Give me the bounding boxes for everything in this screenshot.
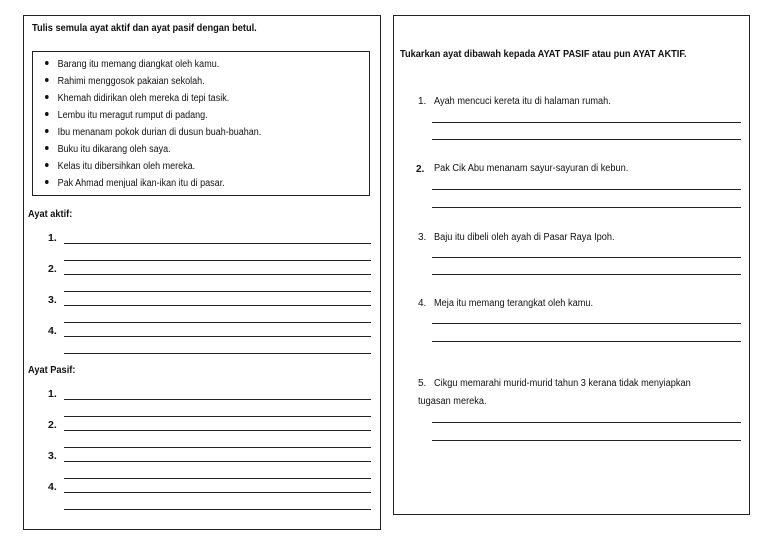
answer-line[interactable]: [64, 322, 371, 323]
sentence-box: [32, 51, 370, 196]
answer-line[interactable]: [64, 291, 371, 292]
answer-line[interactable]: [64, 461, 371, 462]
bullet-icon: [45, 78, 49, 82]
bullet-icon: [45, 95, 49, 99]
question-text-continued: tugasan mereka.: [418, 396, 487, 407]
question-number: 4.: [418, 298, 427, 309]
answer-line[interactable]: [432, 257, 741, 258]
answer-line[interactable]: [432, 323, 741, 324]
answer-line[interactable]: [64, 353, 371, 354]
answer-line[interactable]: [64, 336, 371, 337]
bullet-icon: [45, 146, 49, 150]
answer-number: 4.: [48, 481, 57, 493]
passive-section-label: Ayat Pasif:: [28, 364, 76, 376]
sentence-item: Lembu itu meragut rumput di padang.: [45, 110, 208, 121]
answer-line[interactable]: [64, 305, 371, 306]
question-text: Meja itu memang terangkat oleh kamu.: [434, 298, 594, 309]
answer-line[interactable]: [64, 399, 371, 400]
answer-line[interactable]: [432, 189, 741, 190]
answer-line[interactable]: [432, 422, 741, 423]
left-instruction: Tulis semula ayat aktif dan ayat pasif dengan betul.: [32, 22, 257, 34]
answer-line[interactable]: [64, 243, 371, 244]
question-number: 2.: [416, 164, 425, 175]
question-text: Baju itu dibeli oleh ayah di Pasar Raya Ipoh.: [434, 232, 615, 243]
answer-line[interactable]: [432, 207, 741, 208]
answer-line[interactable]: [64, 492, 371, 493]
sentence-item: Rahimi menggosok pakaian sekolah.: [45, 76, 205, 87]
answer-line[interactable]: [64, 509, 371, 510]
answer-line[interactable]: [64, 260, 371, 261]
sentence-item: Ibu menanam pokok durian di dusun buah-buahan.: [45, 127, 261, 138]
answer-number: 2.: [48, 419, 57, 431]
right-worksheet: [393, 15, 750, 515]
answer-number: 1.: [48, 232, 57, 244]
answer-line[interactable]: [432, 440, 741, 441]
answer-line[interactable]: [432, 274, 741, 275]
sentence-item: Khemah didirikan oleh mereka di tepi tasik.: [45, 93, 229, 104]
right-instruction: Tukarkan ayat dibawah kepada AYAT PASIF atau pun AYAT AKTIF.: [400, 48, 687, 60]
answer-line[interactable]: [64, 430, 371, 431]
sentence-item: Pak Ahmad menjual ikan-ikan itu di pasar.: [45, 178, 225, 189]
sentence-item: Buku itu dikarang oleh saya.: [45, 144, 171, 155]
answer-line[interactable]: [432, 122, 741, 123]
answer-line[interactable]: [64, 416, 371, 417]
bullet-icon: [45, 112, 49, 116]
bullet-icon: [45, 180, 49, 184]
answer-number: 3.: [48, 450, 57, 462]
question-number: 5.: [418, 378, 427, 389]
answer-number: 3.: [48, 294, 57, 306]
question-number: 3.: [418, 232, 427, 243]
answer-line[interactable]: [64, 274, 371, 275]
bullet-icon: [45, 61, 49, 65]
answer-line[interactable]: [432, 341, 741, 342]
bullet-icon: [45, 163, 49, 167]
answer-number: 4.: [48, 325, 57, 337]
sentence-item: Kelas itu dibersihkan oleh mereka.: [45, 161, 195, 172]
answer-line[interactable]: [64, 447, 371, 448]
bullet-icon: [45, 129, 49, 133]
question-number: 1.: [418, 96, 427, 107]
answer-line[interactable]: [432, 139, 741, 140]
question-text: Ayah mencuci kereta itu di halaman rumah.: [434, 96, 611, 107]
answer-line[interactable]: [64, 478, 371, 479]
active-section-label: Ayat aktif:: [28, 208, 73, 220]
question-text: Pak Cik Abu menanam sayur-sayuran di kebun.: [434, 163, 629, 174]
question-text: Cikgu memarahi murid-murid tahun 3 kerana tidak menyiapkan: [434, 378, 691, 389]
left-worksheet: [23, 15, 381, 530]
answer-number: 2.: [48, 263, 57, 275]
sentence-item: Barang itu memang diangkat oleh kamu.: [45, 59, 219, 70]
answer-number: 1.: [48, 388, 57, 400]
